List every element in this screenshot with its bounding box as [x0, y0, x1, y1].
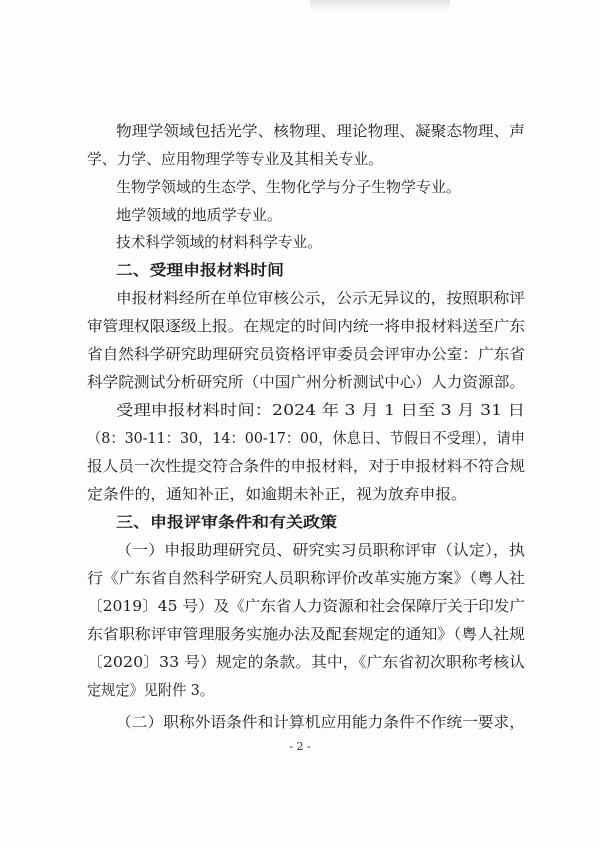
page-number: - 2 - [289, 740, 311, 753]
text-line [0, 482, 600, 506]
line-text: 受理申报材料时间：2024 年 3 月 1 日至 3 月 31 日 [116, 401, 525, 419]
text-line [0, 230, 600, 254]
text-line [0, 175, 600, 199]
text-line [0, 286, 600, 310]
scan-mark [310, 0, 450, 12]
text-line [0, 566, 600, 590]
line-text: 物理学领域包括光学、核物理、理论物理、凝聚态物理、声 [116, 122, 525, 140]
text-line [0, 426, 600, 450]
line-text: （一）申报助理研究员、研究实习员职称评审（认定），执 [116, 541, 525, 559]
line-text: 〔2020〕33 号）规定的条款。其中，《广东省初次职称考核认 [87, 653, 525, 671]
line-text: 报人员一次性提交符合条件的申报材料，对于申报材料不符合规 [87, 457, 525, 475]
text-line [0, 594, 600, 618]
line-text: 〔2019〕45 号）及《广东省人力资源和社会保障厅关于印发广 [87, 597, 525, 615]
text-line [0, 678, 600, 702]
line-text: 行《广东省自然科学研究人员职称评价改革实施方案》（粤人社 [87, 569, 525, 587]
line-text: （二）职称外语条件和计算机应用能力条件不作统一要求， [116, 713, 525, 731]
text-line [0, 314, 600, 338]
text-line [0, 538, 600, 562]
line-text: 生物学领域的生态学、生物化学与分子生物学专业。 [116, 178, 461, 196]
text-line [0, 203, 600, 227]
line-text: 定条件的，通知补正，如逾期未补正，视为放弃申报。 [87, 485, 467, 503]
text-line [0, 342, 600, 366]
text-line [0, 119, 600, 143]
section-heading [0, 510, 600, 534]
line-text: 申报材料经所在单位审核公示，公示无异议的，按照职称评 [116, 289, 525, 307]
line-text: 科学院测试分析研究所（中国广州分析测试中心）人力资源部。 [87, 373, 525, 391]
line-text: （8：30-11：30，14：00-17：00，休息日、节假日不受理），请申 [87, 429, 525, 447]
text-line [0, 370, 600, 394]
section-heading [0, 258, 600, 282]
text-line [0, 454, 600, 478]
line-text: 二、受理申报材料时间 [116, 261, 284, 279]
line-text: 东省职称评审管理服务实施办法及配套规定的通知》（粤人社规 [87, 625, 525, 643]
line-text: 三、申报评审条件和有关政策 [116, 513, 337, 531]
line-text: 技术科学领域的材料科学专业。 [116, 233, 322, 251]
text-line [0, 398, 600, 422]
text-line [0, 650, 600, 674]
line-text: 审管理权限逐级上报。在规定的时间内统一将申报材料送至广东 [87, 317, 525, 335]
text-line [0, 710, 600, 734]
line-text: 定规定》见附件 3。 [87, 681, 214, 699]
line-text: 学、力学、应用物理学等专业及其相关专业。 [87, 150, 383, 168]
line-text: 省自然科学研究助理研究员资格评审委员会评审办公室：广东省 [87, 345, 525, 363]
text-line [0, 622, 600, 646]
text-line [0, 147, 600, 171]
line-text: 地学领域的地质学专业。 [116, 206, 282, 224]
